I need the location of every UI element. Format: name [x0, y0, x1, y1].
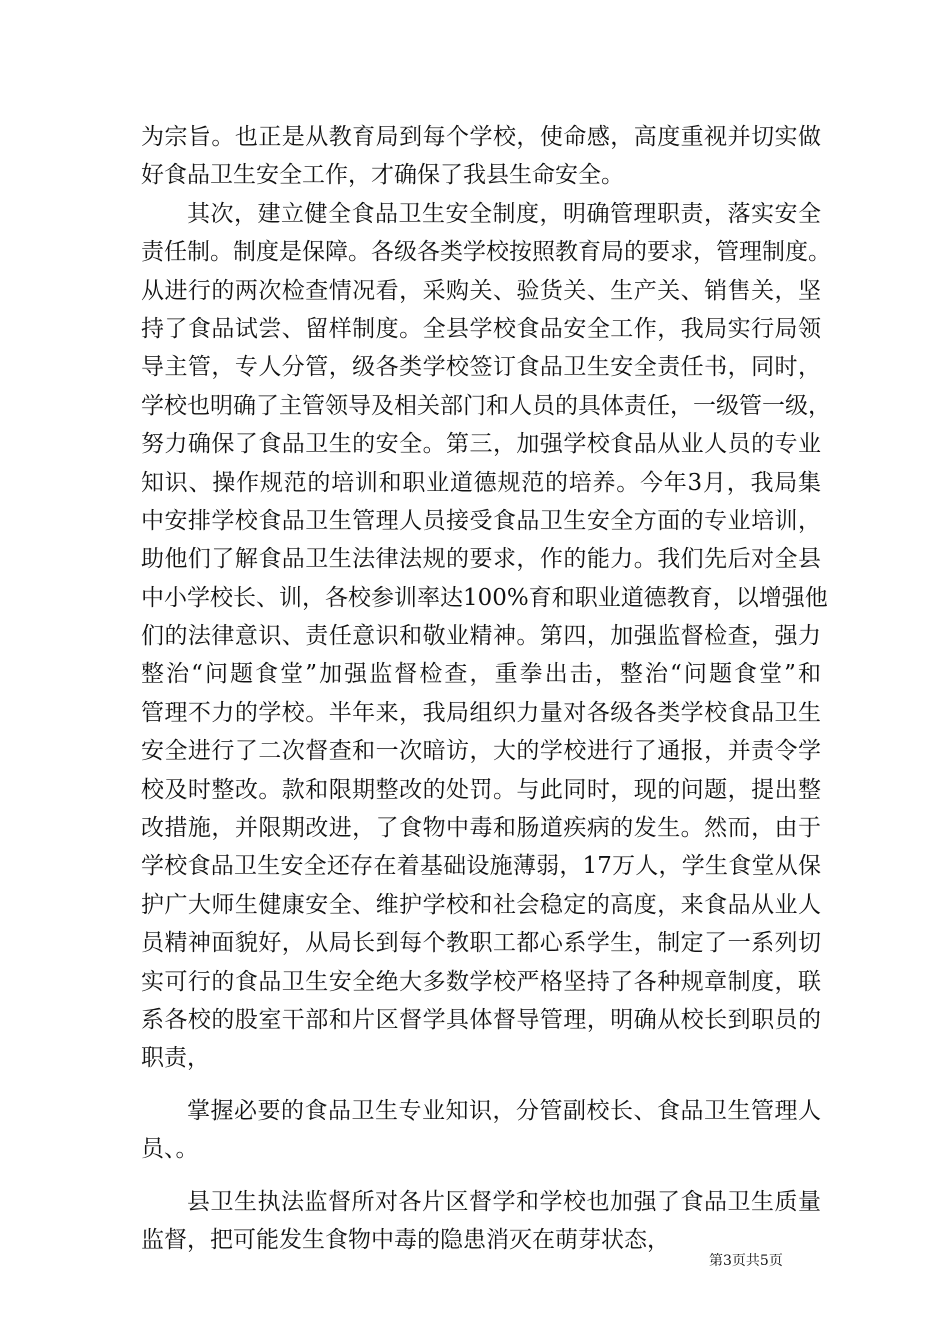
text-line: 职责， [141, 1045, 210, 1072]
text-line: 系各校的股室干部和片区督学具体督导管理，明确从校长到职员的 [141, 1006, 821, 1033]
text-line: 员精神面貌好，从局长到每个教职工都心系学生，制定了一系列切 [141, 930, 821, 957]
text-line: 持了食品试尝、留样制度。全县学校食品安全工作，我局实行局领 [141, 315, 821, 342]
text-line: 监督，把可能发生食物中毒的隐患消灭在萌芽状态， [141, 1226, 670, 1253]
text-line: 学校食品卫生安全还存在着基础设施薄弱，17万人，学生食堂从保 [141, 853, 821, 880]
text-line: 助他们了解食品卫生法律法规的要求，作的能力。我们先后对全县 [141, 546, 821, 573]
text-line: 知识、操作规范的培训和职业道德规范的培养。今年3月，我局集 [141, 469, 821, 496]
text-line: 努力确保了食品卫生的安全。第三，加强学校食品从业人员的专业 [141, 431, 821, 458]
text-line: 员、。 [141, 1136, 199, 1163]
page-number: 第3页共5页 [709, 1253, 783, 1269]
text-line: 从进行的两次检查情况看，采购关、验货关、生产关、销售关，坚 [141, 277, 821, 304]
text-line: 改措施，并限期改进，了食物中毒和肠道疾病的发生。然而，由于 [141, 815, 821, 842]
text-line: 整治“问题食堂”加强监督检查，重拳出击，整治“问题食堂”和 [141, 661, 821, 688]
text-line: 好食品卫生安全工作，才确保了我县生命安全。 [141, 162, 624, 189]
text-line: 责任制。制度是保障。各级各类学校按照教育局的要求，管理制度。 [141, 239, 831, 266]
text-line: 学校也明确了主管领导及相关部门和人员的具体责任，一级管一级， [141, 392, 831, 419]
text-line: 中小学校长、训，各校参训率达100%育和职业道德教育，以增强他 [141, 584, 828, 611]
text-line: 其次，建立健全食品卫生安全制度，明确管理职责，落实安全 [187, 200, 821, 227]
text-line: 管理不力的学校。半年来，我局组织力量对各级各类学校食品卫生 [141, 699, 821, 726]
text-line: 中安排学校食品卫生管理人员接受食品卫生安全方面的专业培训， [141, 507, 821, 534]
body-text [141, 118, 831, 1259]
text-line: 导主管，专人分管，级各类学校签订食品卫生安全责任书，同时， [141, 354, 821, 381]
text-line: 掌握必要的食品卫生专业知识，分管副校长、食品卫生管理人 [187, 1097, 821, 1124]
text-line: 实可行的食品卫生安全绝大多数学校严格坚持了各种规章制度，联 [141, 968, 821, 995]
text-line: 县卫生执法监督所对各片区督学和学校也加强了食品卫生质量 [187, 1188, 821, 1215]
text-line: 护广大师生健康安全、维护学校和社会稳定的高度，来食品从业人 [141, 891, 821, 918]
text-line: 为宗旨。也正是从教育局到每个学校，使命感，高度重视并切实做 [141, 124, 821, 150]
text-line: 校及时整改。款和限期整改的处罚。与此同时，现的问题，提出整 [141, 776, 821, 803]
text-line: 安全进行了二次督查和一次暗访，大的学校进行了通报，并责令学 [141, 738, 821, 765]
text-line: 们的法律意识、责任意识和敬业精神。第四，加强监督检查，强力 [141, 623, 821, 650]
